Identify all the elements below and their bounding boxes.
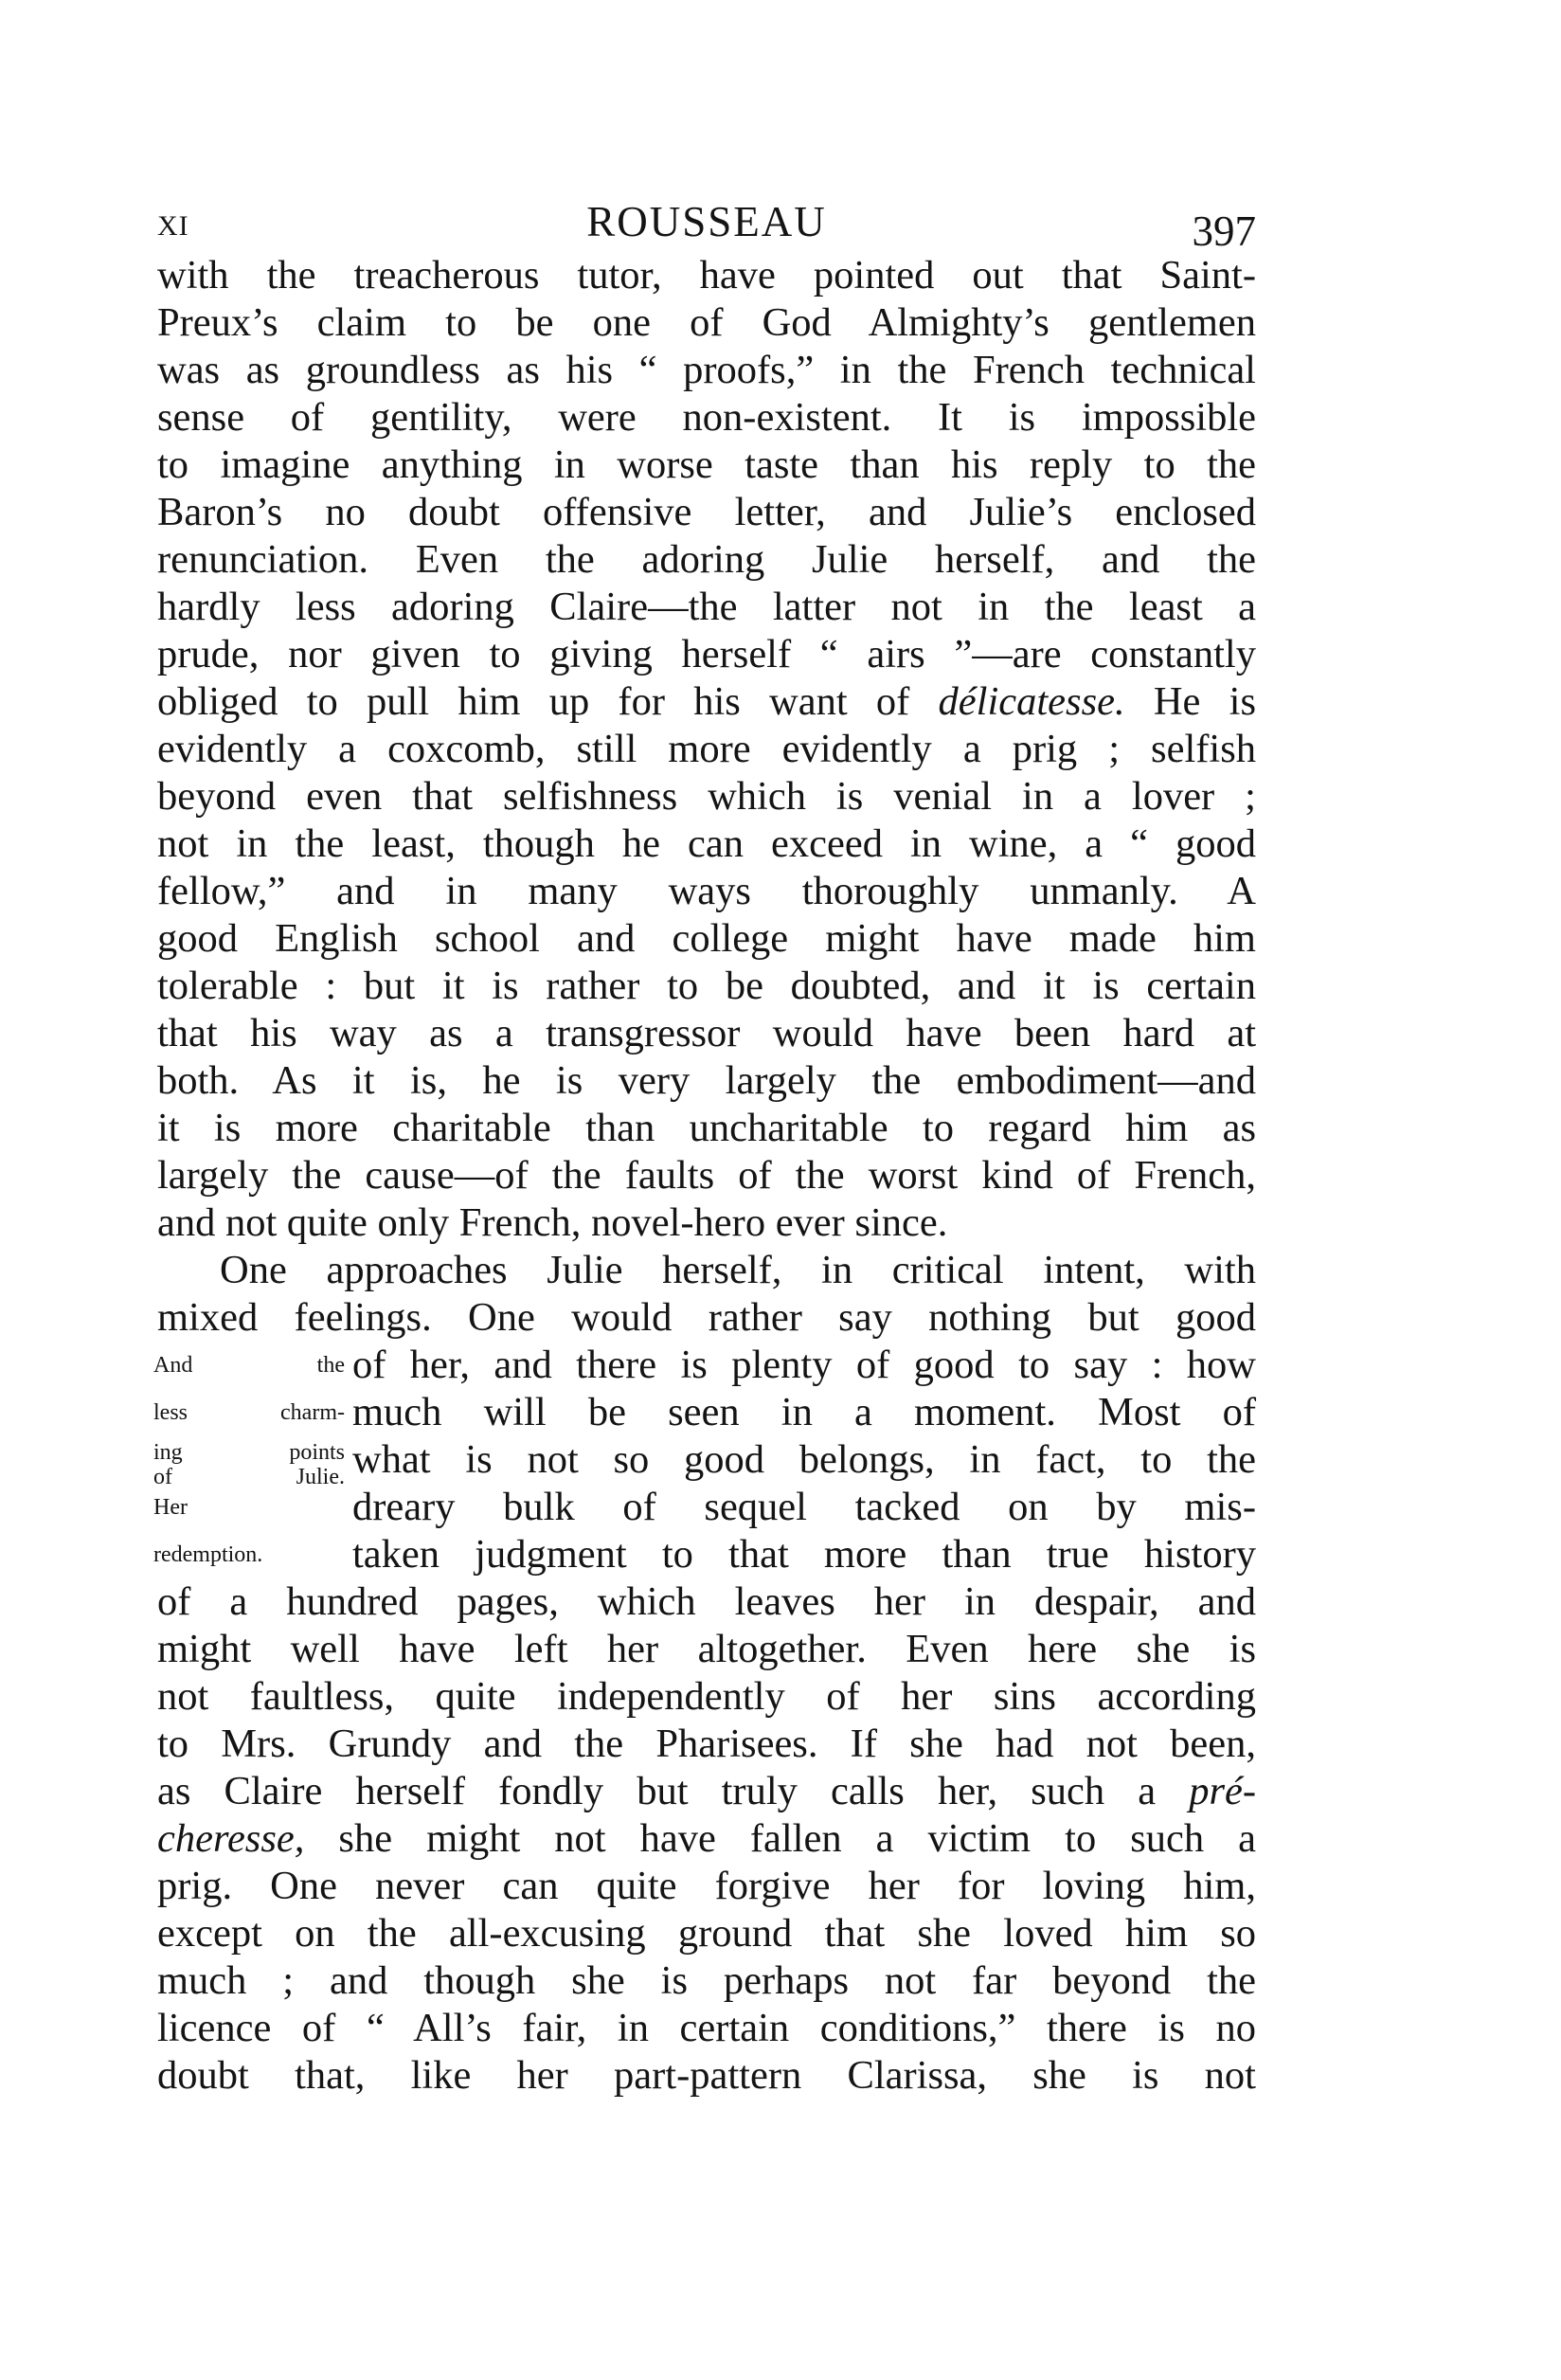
- text-line: mixed feelings. One would rather say nothing but good: [157, 1295, 1256, 1340]
- running-title: ROUSSEAU: [586, 198, 827, 245]
- text-line: [157, 1815, 1256, 1863]
- sidenote-part: of Julie.: [153, 1465, 345, 1489]
- text-line: with the treacherous tutor, have pointed out that Saint-: [157, 253, 1256, 298]
- text-line: might well have left her altogether. Even here she is: [157, 1627, 1256, 1671]
- text-line: not in the least, though he can exceed in wine, a “ good: [157, 821, 1256, 866]
- sidenote-line: [153, 1440, 345, 1489]
- text-line: largely the cause—of the faults of the worst kind of French,: [157, 1153, 1256, 1198]
- text-line: of a hundred pages, which leaves her in despair, and: [157, 1579, 1256, 1624]
- text-run: taken judgment to that more than true history: [352, 1532, 1256, 1577]
- italic-word: pré-: [1189, 1769, 1256, 1813]
- text-line: Baron’s no doubt offensive letter, and Julie’s enclosed: [157, 490, 1256, 534]
- text-line: [157, 1768, 1256, 1815]
- text-line: [153, 1484, 1256, 1531]
- text-line: [153, 1342, 1256, 1389]
- text-run: obliged to pull him up for his want of: [157, 679, 910, 724]
- text-line: except on the all-excusing ground that she loved him so: [157, 1911, 1256, 1956]
- text-run: she might not have fallen a victim to such a: [338, 1816, 1257, 1861]
- text-line: evidently a coxcomb, still more evidently a prig ; selfish: [157, 727, 1256, 771]
- running-head: [157, 197, 1256, 254]
- sidenote-line: less charm-: [153, 1400, 345, 1425]
- chapter-number: XI: [157, 210, 189, 242]
- text-line: [153, 1389, 1256, 1436]
- text-line: renunciation. Even the adoring Julie herself, and the: [157, 537, 1256, 582]
- text-line: good English school and college might have made him: [157, 916, 1256, 961]
- text-run: much will be seen in a moment. Most of: [352, 1390, 1256, 1434]
- text-line: both. As it is, he is very largely the embodiment—and: [157, 1058, 1256, 1103]
- text-line: [153, 1436, 1256, 1489]
- text-line: [157, 678, 1256, 726]
- sidenote-line: redemption.: [153, 1542, 263, 1567]
- text-line: prude, nor given to giving herself “ airs ”—are constantly: [157, 632, 1256, 676]
- page-number: 397: [1192, 207, 1256, 255]
- text-line: Preux’s claim to be one of God Almighty’s gentlemen: [157, 300, 1256, 345]
- text-line: beyond even that selfishness which is venial in a lover ;: [157, 774, 1256, 819]
- sidenote-line: And the: [153, 1353, 345, 1378]
- text-line: fellow,” and in many ways thoroughly unmanly. A: [157, 869, 1256, 913]
- italic-word: cheresse,: [157, 1816, 305, 1861]
- text-line: to Mrs. Grundy and the Pharisees. If she had not been,: [157, 1722, 1256, 1766]
- text-line: to imagine anything in worse taste than his reply to the: [157, 442, 1256, 487]
- text-run: as Claire herself fondly but truly calls her, such a: [157, 1769, 1157, 1813]
- text-line: [153, 1531, 1256, 1578]
- text-line: doubt that, like her part-pattern Clarissa, she is not: [157, 2053, 1256, 2098]
- paragraph-start-line: One approaches Julie herself, in critical intent, with: [220, 1248, 1256, 1292]
- text-line: not faultless, quite independently of her sins according: [157, 1674, 1256, 1719]
- text-line: tolerable : but it is rather to be doubted, and it is certain: [157, 964, 1256, 1008]
- text-line: licence of “ All’s fair, in certain conditions,” there is no: [157, 2006, 1256, 2050]
- italic-word: délicatesse.: [938, 679, 1125, 724]
- body-text: [153, 252, 1257, 2100]
- text-line: was as groundless as his “ proofs,” in the French technical: [157, 348, 1256, 392]
- sidenote-line: Her: [153, 1495, 188, 1520]
- text-line: much ; and though she is perhaps not far beyond the: [157, 1958, 1256, 2003]
- text-run: He is: [1153, 679, 1256, 724]
- text-run: what is not so good belongs, in fact, to the: [352, 1437, 1256, 1482]
- text-line: prig. One never can quite forgive her for loving him,: [157, 1864, 1256, 1908]
- text-line: sense of gentility, were non-existent. It is impossible: [157, 395, 1256, 440]
- text-line: hardly less adoring Claire—the latter not in the least a: [157, 585, 1256, 629]
- text-line: that his way as a transgressor would have been hard at: [157, 1011, 1256, 1055]
- text-line: and not quite only French, novel-hero ever since.: [157, 1200, 948, 1245]
- sidenote-part: ing points: [153, 1440, 345, 1465]
- text-run: dreary bulk of sequel tacked on by mis-: [352, 1485, 1256, 1529]
- text-line: it is more charitable than uncharitable to regard him as: [157, 1106, 1256, 1150]
- text-run: of her, and there is plenty of good to say : how: [352, 1343, 1256, 1387]
